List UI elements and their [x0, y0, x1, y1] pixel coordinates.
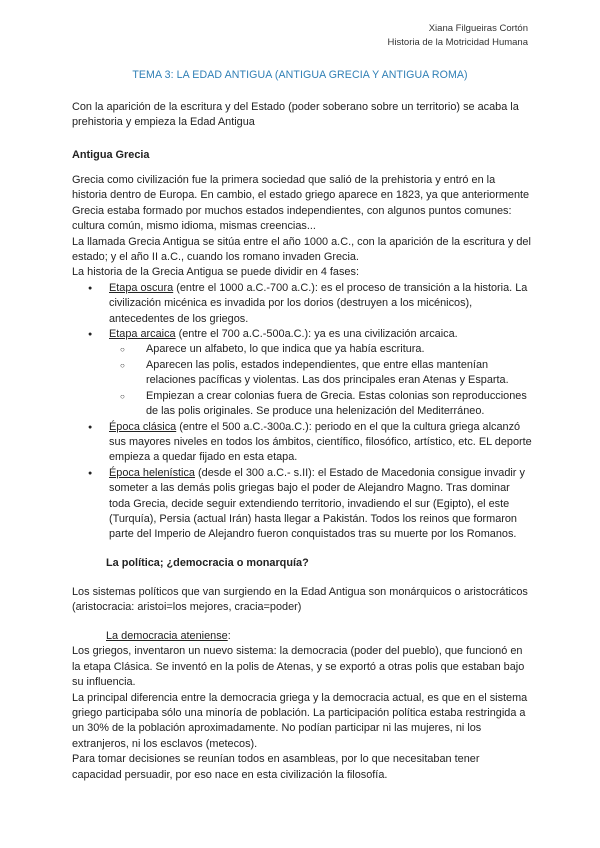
phase-text: (entre el 700 a.C.-500a.C.): ya es una civilización arcaica. [175, 328, 458, 341]
phase-name: Época clásica [109, 420, 177, 433]
grecia-paragraph-1: Grecia como civilización fue la primera sociedad que salió de la prehistoria y entró en la historia dentro de Europa. En cambio, el estado griego aparece en 1823, ya que anteriormente Grecia estaba formado por muchos estados independientes, con algunos puntos comunes: cultura común, mismo idioma, mismas creencias... [72, 174, 530, 233]
democracia-section [72, 629, 532, 783]
democracia-paragraph-1: Los griegos, inventaron un nuevo sistema: la democracia (poder del pueblo), que funcionó en la etapa Clásica. Se inventó en la polis de Atenas, y se exportó a otras polis que estaban bajo su influencia. [72, 645, 525, 689]
politica-intro-block [72, 585, 532, 616]
list-item: ○ Empiezan a crear colonias fuera de Grecia. Estas colonias son reproducciones de las polis originales. Se produce una helenización del Mediterráneo. [109, 389, 532, 420]
democracia-subheading-colon: : [227, 630, 231, 642]
politica-paragraph-1: Los sistemas políticos que van surgiendo en la Edad Antigua son monárquicos o aristocráticos (aristocracia: aristoi=los mejores, cracia=poder) [72, 586, 528, 614]
grecia-heading: Antigua Grecia [72, 149, 150, 161]
phase-name: Etapa arcaica [109, 328, 176, 341]
header-subject: Historia de la Motricidad Humana [387, 37, 528, 48]
grecia-section [72, 173, 532, 543]
democracia-subheading [72, 629, 532, 644]
politica-heading-block [72, 556, 532, 571]
phase-name: Época helenística [109, 466, 195, 479]
democracia-subheading-text: La democracia ateniense [106, 630, 228, 642]
phases-list [72, 281, 532, 543]
list-item: ○ Aparece un alfabeto, lo que indica que ya había escritura. [109, 342, 532, 357]
list-item [72, 281, 532, 327]
politica-heading: La política; ¿democracia o monarquía? [106, 557, 309, 569]
intro-block [72, 100, 532, 131]
phase-name: Etapa oscura [109, 281, 174, 294]
democracia-paragraph-2: La principal diferencia entre la democracia griega y la democracia actual, es que en el sistema griego participaba sólo una minoría de población. La participación política estaba restringida a un 30% de la población aproximadamente. No podían participar ni las mujeres, ni los extranjeros, ni los esclavos (metecos). [72, 691, 528, 750]
grecia-heading-block [72, 148, 532, 163]
list-item [72, 420, 532, 466]
list-item [72, 466, 532, 543]
arcaica-sublist [109, 342, 532, 419]
phase-text: (entre el 1000 a.C.-700 a.C.): es el proceso de transición a la historia. La civilización micénica es invadida por los dorios (destruyen a los micénicos), antecedentes de los griegos. [109, 281, 528, 325]
grecia-paragraph-3: La historia de la Grecia Antigua se puede dividir en 4 fases: [72, 266, 359, 279]
page-header [388, 22, 528, 50]
phase-text: (entre el 500 a.C.-300a.C.): periodo en el que la cultura griega alcanzó sus mayores niveles en todos los ámbitos, científico, filosófico, artístico, etc. EL deporte empieza a quedar fijado en esta etapa. [109, 420, 532, 464]
document-title: TEMA 3: LA EDAD ANTIGUA (ANTIGUA GRECIA Y ANTIGUA ROMA) [132, 69, 468, 81]
phase-text: (desde el 300 a.C.- s.II): el Estado de Macedonia consigue invadir y someter a las demás polis griegas bajo el poder de Alejandro Magno. Tras dominar toda Grecia, decide seguir extendiendo territorio, invadiendo el sur (Egipto), el este (Turquía), Persia (actual Irán) hasta llegar a Pakistán. Todos los reinos que formaron parte del Imperio de Alejandro fueron conquistados tras su muerte por los Romanos. [109, 466, 525, 541]
grecia-paragraph-2: La llamada Grecia Antigua se sitúa entre el año 1000 a.C., con la aparición de la escritura y del estado; y el año II a.C., cuando los romano invaden Grecia. [72, 235, 531, 264]
intro-paragraph: Con la aparición de la escritura y del Estado (poder soberano sobre un territorio) se acaba la prehistoria y empieza la Edad Antigua [72, 101, 519, 129]
democracia-paragraph-3: Para tomar decisiones se reunían todos en asambleas, por lo que necesitaban tener capacidad persuadir, por eso nace en esta civilización la filosofía. [72, 753, 480, 781]
list-item [72, 327, 532, 419]
header-author: Xiana Filgueiras Cortón [428, 23, 528, 34]
list-item: ○ Aparecen las polis, estados independientes, que entre ellas mantenían relaciones pacíficas y violentas. Las dos principales eran Atenas y Esparta. [109, 358, 532, 389]
